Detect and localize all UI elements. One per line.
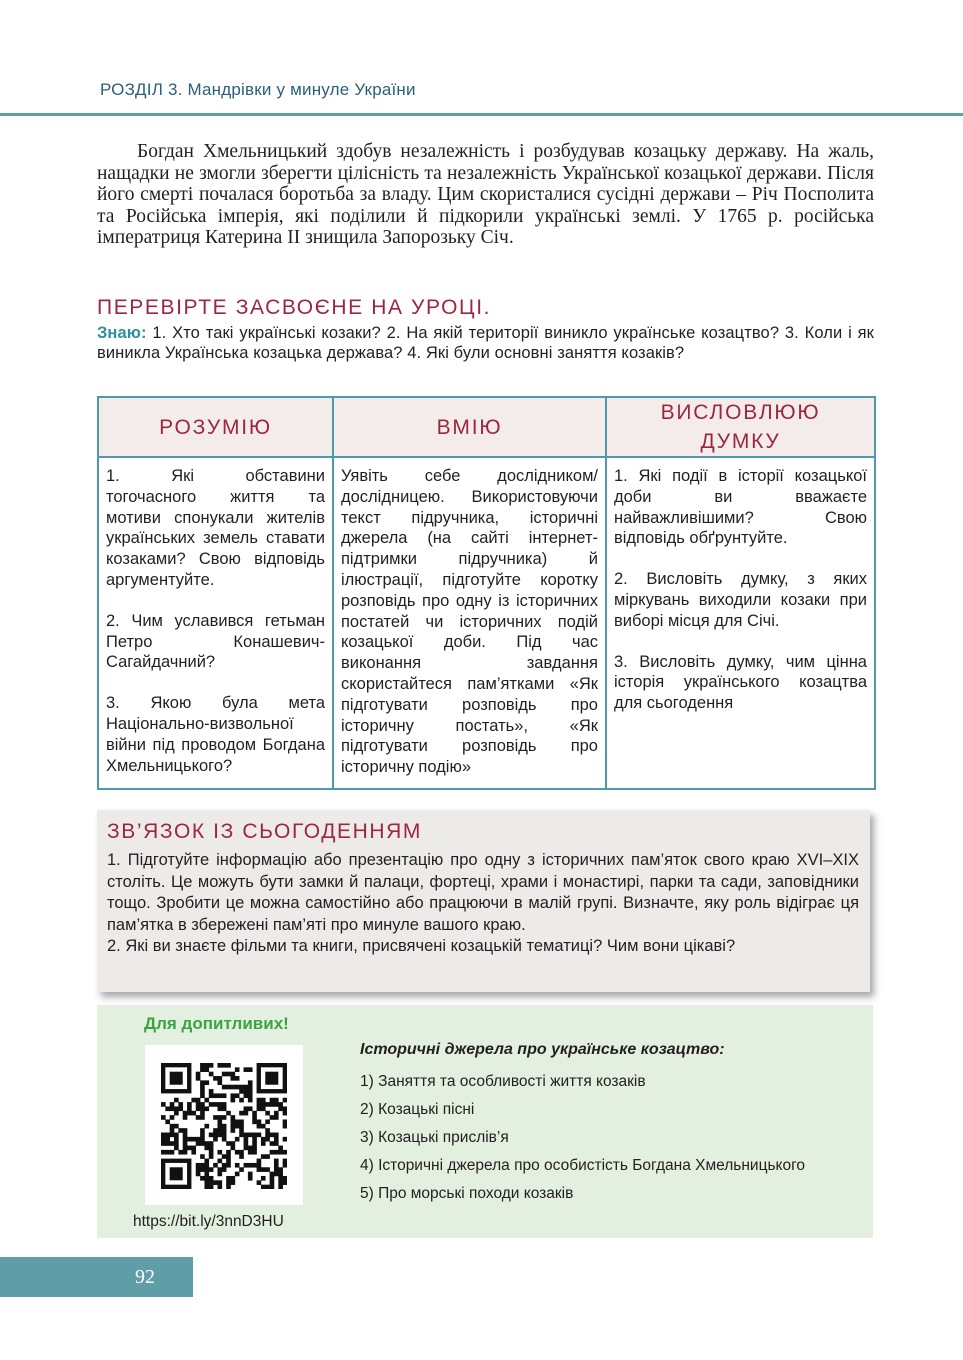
- understand-cell: [98, 457, 333, 789]
- understand-question: 2. Чим уславився гетьман Петро Конашевич-Сагайдачний?: [106, 611, 325, 672]
- can-task: Уявіть себе дослідником/дослідницею. Використовуючи текст підручника, історичні джерела (на сайті інтернет-підтримки підручника) й ілюстрації, підготуйте коротку розповідь про одну із історичних постатей чи історичних подій козацької доби. Під час виконання завдання скористайтеся пам’ятками «Як підготувати розповідь про історичну постать», «Як підготувати розповідь про історичну подію»: [341, 467, 598, 777]
- qr-code-icon: [161, 1063, 287, 1189]
- understand-question: 3. Якою була мета Національно-визвольної війни під проводом Богдана Хмельницького?: [106, 694, 325, 775]
- know-label: Знаю:: [97, 324, 147, 342]
- sources-title: Історичні джерела про українське козацтво:: [360, 1041, 725, 1058]
- source-item: 4) Історичні джерела про особистість Богдана Хмельницького: [360, 1157, 806, 1174]
- know-questions: [97, 323, 874, 363]
- opinion-question: 1. Які події в історії козацької доби ви вважаєте найважливішими? Свою відповідь обґрунтуйте.: [614, 467, 867, 548]
- for-curious-box: [97, 1005, 873, 1238]
- sources-list: [360, 1072, 805, 1212]
- intro-paragraph: Богдан Хмельницький здобув незалежність і розбудував козацьку державу. На жаль, нащадки не змогли зберегти цілісність та незалежність Української козацької держави. Після його смерті почалася боротьба за владу. Цим скористалися сусідні держави – Річ Посполита та Російська імперія, які поділили й підкорили українські землі. У 1765 р. російська імператриця Катерина ІІ знищила Запорозьку Січ.: [97, 141, 874, 248]
- page-number: 92: [135, 1266, 155, 1288]
- source-item: 1) Заняття та особливості життя козаків: [360, 1073, 646, 1090]
- connection-today-title: ЗВ’ЯЗОК ІЗ СЬОГОДЕННЯМ: [107, 820, 423, 843]
- opinion-question: 2. Висловіть думку, з яких міркувань виходили козаки при виборі місця для Січі.: [614, 570, 867, 630]
- can-cell: [333, 457, 606, 789]
- section-header: РОЗДІЛ 3. Мандрівки у минуле України: [100, 80, 416, 99]
- header-divider: [0, 113, 963, 116]
- opinion-cell: [606, 457, 875, 789]
- source-item: 5) Про морські походи козаків: [360, 1185, 574, 1202]
- qr-link[interactable]: https://bit.ly/3nnD3HU: [133, 1213, 284, 1230]
- source-item: 2) Козацькі пісні: [360, 1101, 475, 1118]
- for-curious-title: Для допитливих!: [144, 1014, 289, 1033]
- opinion-question: 3. Висловіть думку, чим цінна історія українського козацтва для сьогодення: [614, 652, 867, 713]
- header-can: ВМІЮ: [333, 397, 606, 457]
- today-task: 1. Підготуйте інформацію або презентацію про одну з історичних пам’яток свого краю XVI–XIX століть. Це можуть бути замки й палаци, фортеці, храми і монастирі, парки та сади, заповідники тощо. Зробити це можна самостійно або працюючи в малій групі. Визначте, яку роль відіграє ця пам’ятка в збережені пам’яті про минуле вашого краю.: [107, 851, 859, 934]
- qr-code[interactable]: [145, 1045, 303, 1205]
- connection-today-text: [107, 850, 859, 958]
- today-task: 2. Які ви знаєте фільми та книги, присвячені козацькій тематиці? Чим вони цікаві?: [107, 937, 736, 955]
- know-text: 1. Хто такі українські козаки? 2. На якій території виникло українське козацтво? 3. Коли і як виникла Українська козацька держава? 4. Які були основні заняття козаків?: [97, 324, 874, 362]
- source-item: 3) Козацькі прислів’я: [360, 1129, 509, 1146]
- connection-today-box: [97, 810, 870, 992]
- page-number-tab: [0, 1257, 193, 1297]
- check-section-title: ПЕРЕВІРТЕ ЗАСВОЄНЕ НА УРОЦІ.: [97, 296, 492, 319]
- header-understand: РОЗУМІЮ: [98, 397, 333, 457]
- header-opinion: ВИСЛОВЛЮЮ ДУМКУ: [606, 397, 875, 457]
- understand-question: 1. Які обставини тогочасного життя та мотиви спонукали жителів українських земель ставати козаками? Свою відповідь аргументуйте.: [106, 467, 325, 589]
- skills-table: [97, 396, 876, 790]
